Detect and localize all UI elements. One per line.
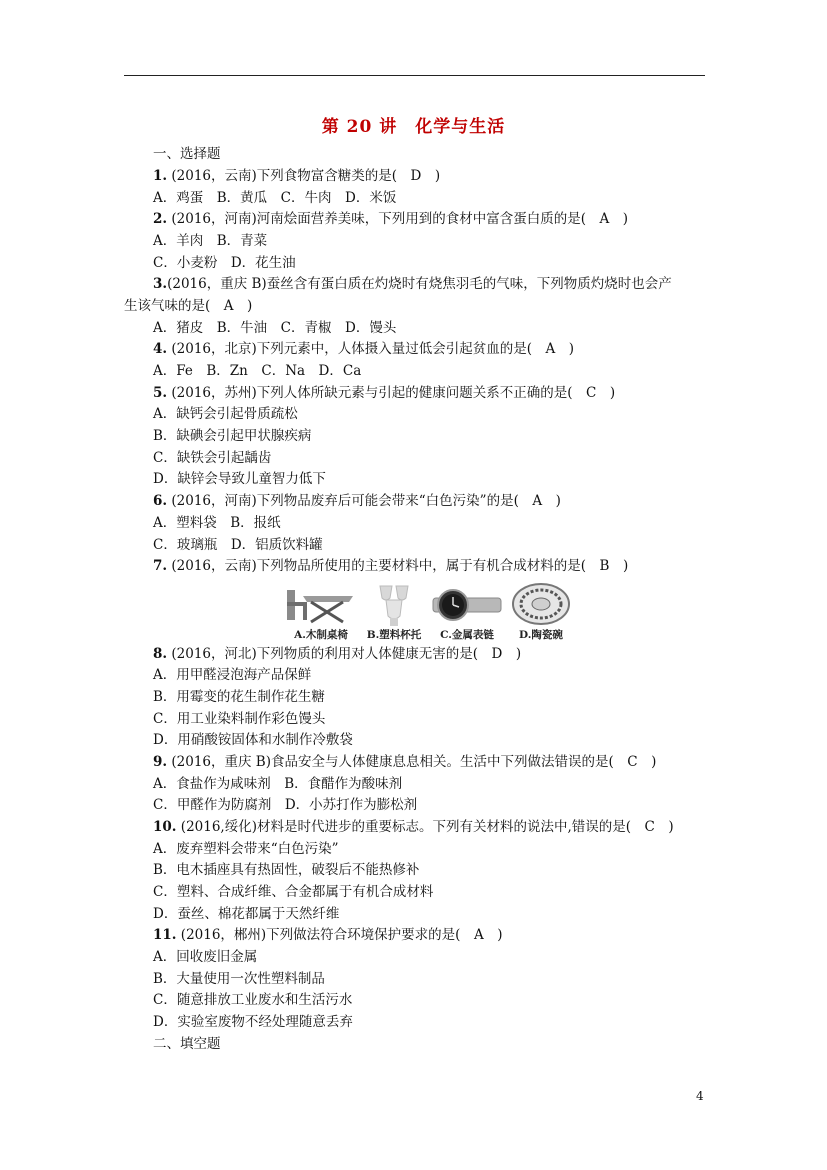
option-d: D．缺锌会导致儿童智力低下 [153, 471, 326, 487]
option-c: C．塑料、合成纤维、合金都属于有机合成材料 [153, 884, 434, 900]
figure-caption: B.塑料杯托 [366, 629, 422, 641]
figure-item-plastic-cups [358, 582, 430, 642]
ceramic-bowl-icon [505, 582, 577, 628]
question-stem: (2016，云南)下列食物富含糖类的是( D ) [171, 168, 441, 184]
section-heading: 二、填空题 [153, 1036, 221, 1052]
figure-caption: D.陶瓷碗 [519, 629, 563, 641]
answer-options: A．猪皮 B．牛油 C．青椒 D．馒头 [153, 320, 397, 336]
question-stem: (2016,绥化)材料是时代进步的重要标志。下列有关材料的说法中,错误的是( C ) [180, 819, 674, 835]
option-a: A．用甲醛浸泡海产品保鲜 [153, 667, 312, 683]
question-2 [153, 210, 628, 228]
question-stem: (2016，河南)河南烩面营养美味，下列用到的食材中富含蛋白质的是( A ) [171, 211, 629, 227]
question-stem: (2016，郴州)下列做法符合环境保护要求的是( A ) [180, 927, 503, 943]
option-b: B．电木插座具有热固性，破裂后不能热修补 [153, 862, 420, 878]
figure-item-wooden-table [285, 582, 357, 642]
page-number: 4 [696, 1089, 704, 1103]
wooden-table-icon [285, 582, 357, 628]
question-stem: (2016，河北)下列物质的利用对人体健康无害的是( D ) [171, 646, 522, 662]
question-9 [153, 753, 656, 771]
question-8 [153, 645, 521, 663]
option-a: A．回收废旧金属 [153, 949, 258, 965]
question-number: 5. [153, 385, 168, 401]
answer-options: C．小麦粉 D．花生油 [153, 255, 296, 271]
question-stem-continued: 生该气味的是( A ) [124, 298, 253, 314]
option-c: C．随意排放工业废水和生活污水 [153, 992, 353, 1008]
option-b: B．缺碘会引起甲状腺疾病 [153, 428, 312, 444]
page-title: 第 20 讲 化学与生活 [321, 117, 506, 137]
question-stem: (2016，云南)下列物品所使用的主要材料中，属于有机合成材料的是( B ) [171, 558, 629, 574]
question-number: 2. [153, 211, 168, 227]
option-d: D．用硝酸铵固体和水制作冷敷袋 [153, 732, 353, 748]
question-number: 3. [153, 276, 168, 292]
question-stem: (2016，苏州)下列人体所缺元素与引起的健康问题关系不正确的是( C ) [171, 385, 616, 401]
option-b: B．大量使用一次性塑料制品 [153, 971, 325, 987]
materials-figure [285, 582, 577, 642]
question-1 [153, 167, 440, 185]
question-number: 1. [153, 168, 168, 184]
option-d: D．实验室废物不经处理随意丢弃 [153, 1014, 353, 1030]
question-number: 9. [153, 754, 168, 770]
answer-options: A．食盐作为咸味剂 B．食醋作为酸味剂 [153, 776, 403, 792]
figure-caption: A.木制桌椅 [294, 629, 348, 641]
question-number: 11. [153, 927, 177, 943]
plastic-cup-icon [358, 582, 430, 628]
question-7 [153, 557, 628, 575]
answer-options: A．羊肉 B．青菜 [153, 233, 268, 249]
option-c: C．用工业染料制作彩色馒头 [153, 711, 326, 727]
question-6 [153, 492, 561, 510]
question-5 [153, 384, 615, 402]
option-b: B．用霉变的花生制作花生糖 [153, 689, 325, 705]
question-number: 8. [153, 646, 168, 662]
watch-icon [431, 582, 503, 628]
section-heading: 一、选择题 [153, 146, 221, 162]
answer-options: C．玻璃瓶 D．铝质饮料罐 [153, 537, 323, 553]
option-a: A．缺钙会引起骨质疏松 [153, 406, 298, 422]
figure-item-metal-watch [431, 582, 503, 642]
figure-caption: C.金属表链 [440, 629, 494, 641]
question-4 [153, 340, 574, 358]
question-10 [153, 818, 674, 836]
question-number: 4. [153, 341, 168, 357]
question-3 [153, 275, 672, 293]
question-stem: (2016，河南)下列物品废弃后可能会带来“白色污染”的是( A ) [171, 493, 561, 509]
question-stem: (2016，重庆 B)蚕丝含有蛋白质在灼烧时有烧焦羽毛的气味，下列物质灼烧时也会产 [167, 276, 672, 292]
question-number: 7. [153, 558, 168, 574]
answer-options: C．甲醛作为防腐剂 D．小苏打作为膨松剂 [153, 797, 418, 813]
question-number: 6. [153, 493, 168, 509]
answer-options: A．鸡蛋 B．黄瓜 C．牛肉 D．米饭 [153, 190, 397, 206]
option-c: C．缺铁会引起龋齿 [153, 450, 272, 466]
question-stem: (2016，北京)下列元素中，人体摄入量过低会引起贫血的是( A ) [171, 341, 575, 357]
figure-item-ceramic-bowl [505, 582, 577, 642]
answer-options: A．Fe B．Zn C．Na D．Ca [153, 363, 362, 379]
option-d: D．蚕丝、棉花都属于天然纤维 [153, 906, 340, 922]
option-a: A．废弃塑料会带来“白色污染” [153, 841, 339, 857]
question-11 [153, 926, 502, 944]
answer-options: A．塑料袋 B．报纸 [153, 515, 281, 531]
question-number: 10. [153, 819, 177, 835]
question-stem: (2016，重庆 B)食品安全与人体健康息息相关。生活中下列做法错误的是( C ) [171, 754, 657, 770]
header-rule [124, 75, 705, 76]
